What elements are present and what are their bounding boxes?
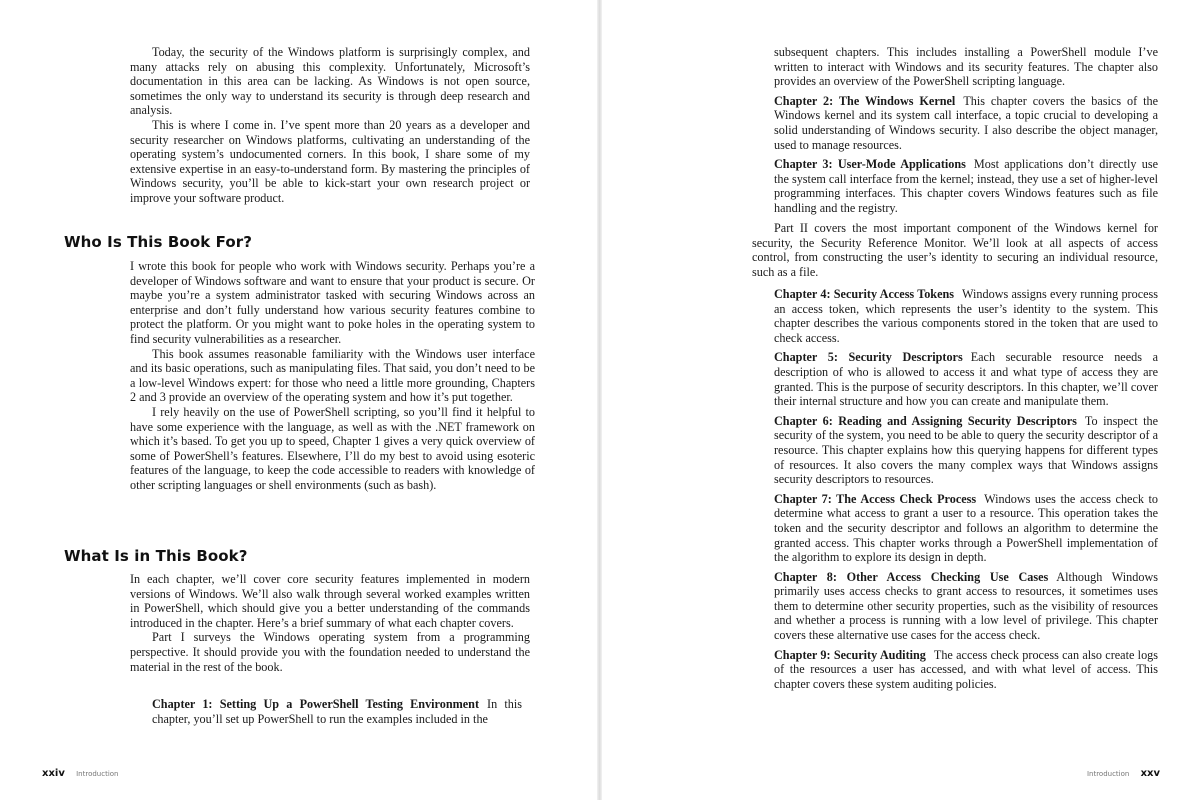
chapter-4-entry [774, 287, 1158, 345]
part-2-chapters [774, 287, 1158, 696]
chapter-description: Each securable resource needs a description of who is allowed to access it and what type of access they are granted. This is the purpose of security descriptors. In this chapter, we’ll cover their internal structure and how you can create and manipulate them. [774, 350, 1158, 409]
chapter-7-entry [774, 492, 1158, 565]
paragraph: subsequent chapters. This includes installing a PowerShell module I’ve written to interact with Windows and its security features. The chapter also provides an overview of the PowerShell scripting language. [774, 45, 1158, 89]
heading-who-is-this-book-for: Who Is This Book For? [64, 233, 253, 251]
page-number: xxiv [42, 768, 65, 779]
chapter-description: Most applications don’t directly use the system call interface from the kernel; instead, they use a set of higher-level programming interfaces. This chapter covers Windows features such as file handling and the registry. [774, 157, 1158, 215]
paragraph: Today, the security of the Windows platform is surprisingly complex, and many attacks rely on abusing this complexity. Unfortunately, Microsoft’s documentation in this area can be lacking. As Windows is not open source, sometimes the only way to understand its security is through deep research and analysis. [130, 45, 530, 118]
chapter-6-entry [774, 414, 1158, 487]
running-head: Introduction [1086, 770, 1130, 778]
page-number: xxv [1140, 768, 1160, 779]
chapter-description: The access check process can also create logs of the resources a user has accessed, and with what level of access. This chapter covers these system auditing policies. [774, 647, 1158, 691]
right-page [602, 0, 1197, 800]
paragraph: I rely heavily on the use of PowerShell scripting, so you’ll find it helpful to have some experience with the language, as well as with the .NET framework on which it’s based. To get you up to speed, Chapter 1 gives a very quick overview of some of PowerShell’s features. Elsewhere, I’ll do my best to avoid using esoteric features of the language, to keep the code accessible to readers with knowledge of other scripting languages or shell environments (such as bash). [130, 404, 535, 492]
paragraph: I wrote this book for people who work with Windows security. Perhaps you’re a developer of Windows software and want to ensure that your product is secure. Or maybe you’re a system administrator tasked with securing Windows across an enterprise and don’t fully understand how various security features combine to protect the platform. Or you might want to poke holes in the operating system to find security vulnerabilities as a researcher. [130, 259, 535, 346]
chapter-title: Chapter 3: User-Mode Applications [774, 157, 966, 172]
chapter-9-entry [774, 648, 1158, 692]
chapter-description: In this chapter, you’ll set up PowerShell to run the examples included in the [152, 697, 522, 726]
part-2-intro [752, 221, 1158, 279]
chapter-title: Chapter 7: The Access Check Process [774, 491, 977, 506]
chapter-description: Windows assigns every running process an access token, which represents the user’s identity to the system. This chapter describes the various components stored in the token that are used to check access. [774, 287, 1158, 345]
paragraph: In each chapter, we’ll cover core security features implemented in modern versions of Windows. We’ll also walk through several worked examples written in PowerShell, which should give you a better understanding of the commands introduced in the chapter. Here’s a brief summary of what each chapter covers. [130, 572, 530, 630]
chapter-title: Chapter 5: Security Descriptors [774, 350, 963, 365]
chapter-description: Although Windows primarily uses access checks to grant access to resources, it sometimes uses them to determine other security properties, such as the visibility of resources and whether a process is running with a low level of privilege. This chapter covers these alternative use cases for the access check. [774, 569, 1158, 643]
intro-text [130, 45, 530, 206]
chapter-5-entry [774, 350, 1158, 408]
chapter-3-entry [774, 157, 1158, 215]
chapter-1-entry [152, 697, 522, 731]
chapter-title: Chapter 8: Other Access Checking Use Cases [774, 569, 1049, 584]
heading-what-is-in-this-book: What Is in This Book? [64, 547, 248, 565]
chapter-title: Chapter 1: Setting Up a PowerShell Testing Environment [152, 697, 480, 711]
chapter-description: To inspect the security of the system, you need to be able to query the security descriptor of a resource. This chapter explains how this querying happens for different types of resources. It also covers the many complex ways that Windows assigns security descriptors to resources. [774, 413, 1158, 487]
left-footer [42, 768, 118, 779]
chapter-title: Chapter 6: Reading and Assigning Security Descriptors [774, 413, 1077, 428]
who-section-text [130, 259, 535, 493]
continuation-text [774, 45, 1158, 221]
chapter-8-entry [774, 570, 1158, 643]
running-head: Introduction [76, 770, 119, 778]
chapter-title: Chapter 4: Security Access Tokens [774, 287, 955, 301]
chapter-description: This chapter covers the basics of the Windows kernel and its system call interface, a topic crucial to developing a solid understanding of Windows security. I also describe the object manager, used to manage resources. [774, 93, 1158, 152]
left-page [0, 0, 597, 800]
chapter-title: Chapter 9: Security Auditing [774, 647, 926, 662]
chapter-title: Chapter 2: The Windows Kernel [774, 93, 956, 108]
paragraph: This is where I come in. I’ve spent more than 20 years as a developer and security researcher on Windows platforms, cultivating an understanding of the operating system’s undocumented corners. In this book, I share some of my extensive expertise in an easy-to-understand form. By mastering the principles of Windows security, you’ll be able to kick-start your own research project or improve your software product. [130, 117, 530, 205]
paragraph: Part I surveys the Windows operating system from a programming perspective. It should provide you with the foundation needed to understand the material in the rest of the book. [130, 630, 530, 674]
what-section-text [130, 572, 530, 674]
chapter-2-entry [774, 94, 1158, 152]
chapter-description: Windows uses the access check to determine what access to grant a user to a resource. This operation takes the token and the security descriptor and follows an algorithm to determine the granted access. This chapter works through a PowerShell implementation of the algorithm to explore its design in depth. [774, 491, 1158, 565]
paragraph: This book assumes reasonable familiarity with the Windows user interface and its basic operations, such as manipulating files. That said, you don’t need to be a low-level Windows expert: for those who need a little more grounding, Chapters 2 and 3 provide an overview of the operating system and how it’s put together. [130, 346, 535, 405]
right-footer [1087, 768, 1160, 779]
paragraph: Part II covers the most important component of the Windows kernel for security, the Security Reference Monitor. We’ll look at all aspects of access control, from constructing the user’s identity to securing an individual resource, such as a file. [752, 221, 1158, 279]
